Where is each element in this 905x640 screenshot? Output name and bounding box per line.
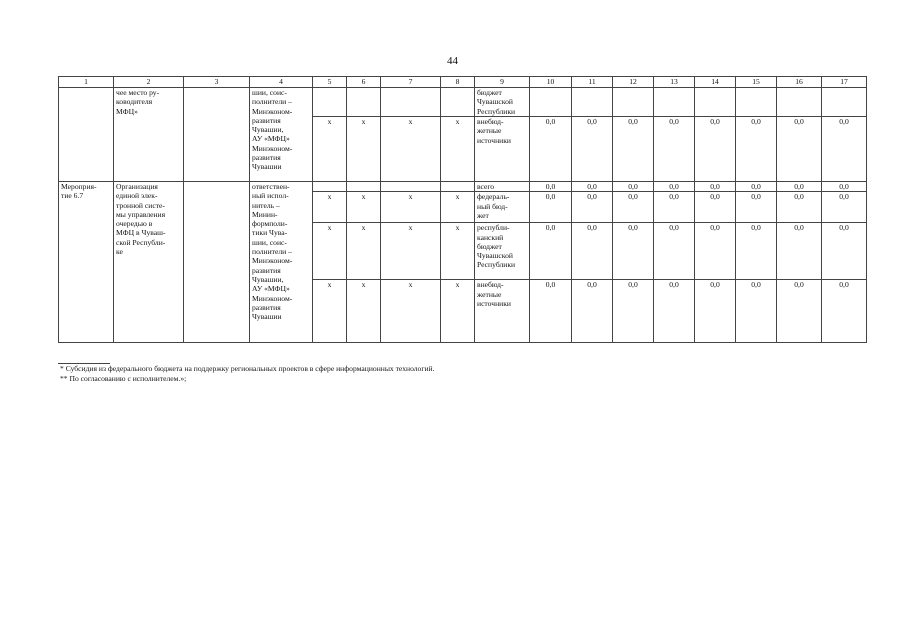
b2r1-col-8 bbox=[441, 182, 475, 192]
b2r4-col-7: x bbox=[381, 280, 441, 343]
b1r2-col-9: внебюд- жетные источники bbox=[475, 117, 530, 182]
b2r4-col-17: 0,0 bbox=[822, 280, 867, 343]
b1r2-col-17: 0,0 bbox=[822, 117, 867, 182]
header-cell-17: 17 bbox=[822, 77, 867, 88]
b2r3-col-14: 0,0 bbox=[695, 223, 736, 280]
b1r1-col-6 bbox=[347, 88, 381, 117]
b1r1-col-17 bbox=[822, 88, 867, 117]
b2r2-col-9: федераль- ный бюд- жет bbox=[475, 192, 530, 223]
b1r1-col-12 bbox=[613, 88, 654, 117]
header-cell-15: 15 bbox=[736, 77, 777, 88]
b1r1-col-11 bbox=[572, 88, 613, 117]
b2r3-col-13: 0,0 bbox=[654, 223, 695, 280]
b2r1-col-12: 0,0 bbox=[613, 182, 654, 192]
b1-col-3 bbox=[184, 88, 250, 182]
b2r3-col-10: 0,0 bbox=[530, 223, 572, 280]
b2r3-col-8: x bbox=[441, 223, 475, 280]
page-number: 44 bbox=[447, 55, 458, 67]
header-cell-12: 12 bbox=[613, 77, 654, 88]
b2r4-col-14: 0,0 bbox=[695, 280, 736, 343]
b2r3-col-5: x bbox=[313, 223, 347, 280]
header-cell-13: 13 bbox=[654, 77, 695, 88]
b2r1-col-15: 0,0 bbox=[736, 182, 777, 192]
b2r1-col-9: всего bbox=[475, 182, 530, 192]
b1r2-col-5: x bbox=[313, 117, 347, 182]
header-cell-5: 5 bbox=[313, 77, 347, 88]
b2-col-1: Мероприя- тие 6.7 bbox=[59, 182, 114, 343]
b1r1-col-16 bbox=[777, 88, 822, 117]
budget-table bbox=[58, 76, 867, 343]
header-cell-2: 2 bbox=[114, 77, 184, 88]
table-row bbox=[59, 182, 867, 192]
header-cell-14: 14 bbox=[695, 77, 736, 88]
header-cell-3: 3 bbox=[184, 77, 250, 88]
b2r4-col-13: 0,0 bbox=[654, 280, 695, 343]
b1r2-col-6: x bbox=[347, 117, 381, 182]
b2r2-col-14: 0,0 bbox=[695, 192, 736, 223]
b2r4-col-8: x bbox=[441, 280, 475, 343]
b2r4-col-10: 0,0 bbox=[530, 280, 572, 343]
b2r4-col-9: внебюд- жетные источники bbox=[475, 280, 530, 343]
b2r3-col-15: 0,0 bbox=[736, 223, 777, 280]
b1r2-col-14: 0,0 bbox=[695, 117, 736, 182]
header-cell-8: 8 bbox=[441, 77, 475, 88]
b2r3-col-17: 0,0 bbox=[822, 223, 867, 280]
footnote-2: ** По согласованию с исполнителем.»; bbox=[60, 373, 187, 383]
b2r2-col-6: x bbox=[347, 192, 381, 223]
b2r3-col-9: республи- канский бюджет Чувашской Республики bbox=[475, 223, 530, 280]
b2r3-col-16: 0,0 bbox=[777, 223, 822, 280]
b1r2-col-8: x bbox=[441, 117, 475, 182]
b1r1-col-5 bbox=[313, 88, 347, 117]
b2r2-col-7: x bbox=[381, 192, 441, 223]
header-cell-6: 6 bbox=[347, 77, 381, 88]
b2r2-col-5: x bbox=[313, 192, 347, 223]
table-row bbox=[59, 88, 867, 117]
b2r1-col-14: 0,0 bbox=[695, 182, 736, 192]
b2r2-col-10: 0,0 bbox=[530, 192, 572, 223]
header-cell-4: 4 bbox=[250, 77, 313, 88]
header-cell-7: 7 bbox=[381, 77, 441, 88]
b2r3-col-7: x bbox=[381, 223, 441, 280]
b2r2-col-11: 0,0 bbox=[572, 192, 613, 223]
b2-col-4: ответствен- ный испол- нитель – Минин- формполи- тики Чува- шии, соис- полнители – Минэконом- развития Чувашии, АУ «МФЦ» Минэконом- развития Чувашии bbox=[250, 182, 313, 343]
b1r2-col-10: 0,0 bbox=[530, 117, 572, 182]
b1r1-col-14 bbox=[695, 88, 736, 117]
b2r1-col-13: 0,0 bbox=[654, 182, 695, 192]
b2-col-2: Организация единой элек- тронной систе- мы управления очередью в МФЦ в Чуваш- ской Республи- ке bbox=[114, 182, 184, 343]
b1r1-col-10 bbox=[530, 88, 572, 117]
b2r2-col-17: 0,0 bbox=[822, 192, 867, 223]
b1r1-col-9: бюджет Чувашской Республики bbox=[475, 88, 530, 117]
b2r4-col-12: 0,0 bbox=[613, 280, 654, 343]
b2r1-col-7 bbox=[381, 182, 441, 192]
b1r1-col-8 bbox=[441, 88, 475, 117]
b2r1-col-11: 0,0 bbox=[572, 182, 613, 192]
b2r2-col-12: 0,0 bbox=[613, 192, 654, 223]
b2r2-col-13: 0,0 bbox=[654, 192, 695, 223]
b2r3-col-11: 0,0 bbox=[572, 223, 613, 280]
footnote-1: * Субсидия из федерального бюджета на поддержку региональных проектов в сфере информационных технологий. bbox=[60, 364, 435, 373]
b2r4-col-15: 0,0 bbox=[736, 280, 777, 343]
b1-col-1 bbox=[59, 88, 114, 182]
b1r1-col-13 bbox=[654, 88, 695, 117]
b2r3-col-6: x bbox=[347, 223, 381, 280]
b2r2-col-16: 0,0 bbox=[777, 192, 822, 223]
b2r1-col-17: 0,0 bbox=[822, 182, 867, 192]
b1-col-2: чее место ру- ководителя МФЦ» bbox=[114, 88, 184, 182]
header-cell-11: 11 bbox=[572, 77, 613, 88]
b1r2-col-16: 0,0 bbox=[777, 117, 822, 182]
b2r3-col-12: 0,0 bbox=[613, 223, 654, 280]
b1r2-col-13: 0,0 bbox=[654, 117, 695, 182]
b1r1-col-15 bbox=[736, 88, 777, 117]
b2r1-col-16: 0,0 bbox=[777, 182, 822, 192]
b2r4-col-6: x bbox=[347, 280, 381, 343]
b1r1-col-7 bbox=[381, 88, 441, 117]
b2r2-col-15: 0,0 bbox=[736, 192, 777, 223]
header-cell-10: 10 bbox=[530, 77, 572, 88]
b1r2-col-7: x bbox=[381, 117, 441, 182]
header-cell-16: 16 bbox=[777, 77, 822, 88]
b1r2-col-15: 0,0 bbox=[736, 117, 777, 182]
header-row bbox=[59, 77, 867, 88]
b2-col-3 bbox=[184, 182, 250, 343]
header-cell-1: 1 bbox=[59, 77, 114, 88]
b2r4-col-16: 0,0 bbox=[777, 280, 822, 343]
b1r2-col-12: 0,0 bbox=[613, 117, 654, 182]
b2r1-col-10: 0,0 bbox=[530, 182, 572, 192]
b1r2-col-11: 0,0 bbox=[572, 117, 613, 182]
b2r4-col-5: x bbox=[313, 280, 347, 343]
b2r4-col-11: 0,0 bbox=[572, 280, 613, 343]
footnotes bbox=[60, 364, 435, 383]
b2r1-col-5 bbox=[313, 182, 347, 192]
header-cell-9: 9 bbox=[475, 77, 530, 88]
b2r1-col-6 bbox=[347, 182, 381, 192]
b2r2-col-8: x bbox=[441, 192, 475, 223]
b1-col-4: шии, соис- полнители – Минэконом- развития Чувашии, АУ «МФЦ» Минэконом- развития Чувашии bbox=[250, 88, 313, 182]
